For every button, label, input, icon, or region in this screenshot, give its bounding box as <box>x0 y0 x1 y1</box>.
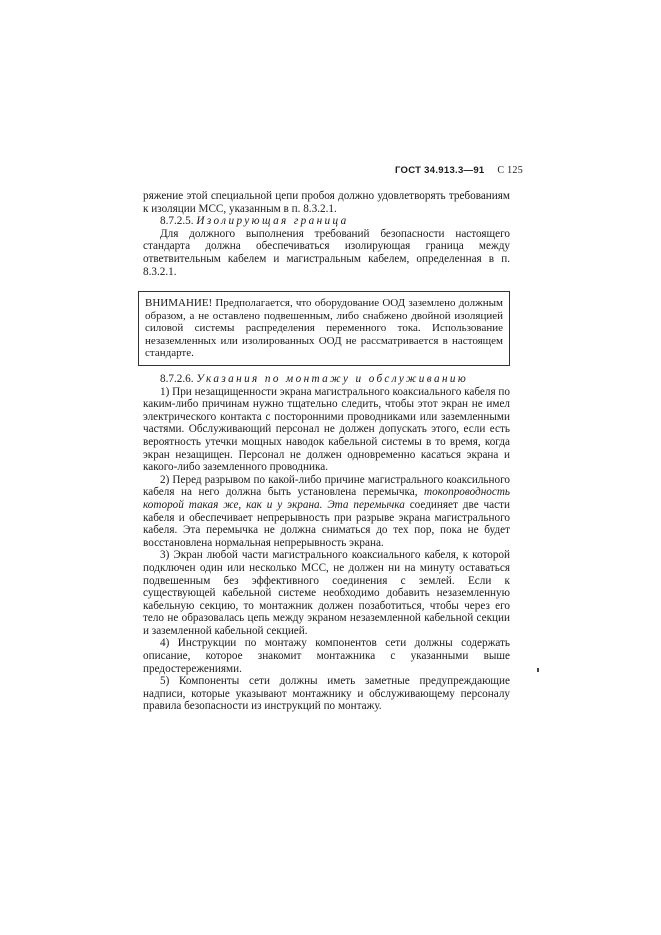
list-item: 5) Компоненты сети должны иметь заметные предупреждающие надписи, которые указывают монтажнику и обслуживающему персоналу правила безопасности из инструкций по монтажу. <box>143 675 510 713</box>
item-text: соединяет две части кабеля и обеспечивает непрерывность при разрыве экрана магистрального кабеля. Эта перемычка не должна сниматься до тех пор, пока не будет восстановлена нормальная непрерывность экрана. <box>143 498 510 549</box>
item-italic-text: токопроводность которой такая же, как и у экрана. Эта перемычка <box>143 486 510 511</box>
section-title: Указания по монтажу и обслуживанию <box>196 373 469 385</box>
continuation-paragraph: ряжение этой специальной цепи пробоя должно удовлетворять требованиям к изоляции МСС, указанным в п. 8.3.2.1. <box>143 190 510 215</box>
section-number: 8.7.2.5. <box>160 215 194 228</box>
section-number: 8.7.2.6. <box>160 373 194 385</box>
list-item <box>143 474 510 550</box>
list-item: 3) Экран любой части магистрального коаксиального кабеля, к которой подключен один или несколько МСС, не должен ни на минуту оставаться подвешенным без эффективного соединения с землей. Если к существующей кабельной системе необходимо добавить незаземленную кабельную секцию, то монтажник должен позаботиться, чтобы через его тело не образовалась цепь между экраном незаземленной кабельной секции и заземленной кабельной секцией. <box>143 549 510 637</box>
margin-mark <box>537 668 539 672</box>
top-text-block <box>143 190 510 278</box>
list-item: 4) Инструкции по монтажу компонентов сети должны содержать описание, которое знакомит монтажника с указанными выше предостережениями. <box>143 637 510 675</box>
standard-number: ГОСТ 34.913.3—91 <box>394 165 485 176</box>
warning-notice-text: ВНИМАНИЕ! Предполагается, что оборудование ООД заземлено должным образом, а не оставлено подвешенным, либо снабжено двойной изоляцией силовой системы распределения переменного тока. Использование незаземленных или изолированных ООД не рассматривается в настоящем стандарте. <box>145 297 503 360</box>
section-heading-8726 <box>143 373 510 386</box>
section-heading-8725 <box>143 215 510 228</box>
item-text: 2) Перед разрывом по какой-либо причине магистрального коаксильного кабеля на него должна быть установлена перемычка, <box>143 473 510 499</box>
isolation-paragraph: Для должного выполнения требований безопасности настоящего стандарта должна обеспечиваться изолирующая граница между ответвительным кабелем и магистральным кабелем, определенная в п. 8.3.2.1. <box>143 227 510 278</box>
running-header <box>395 165 523 176</box>
page-number: С 125 <box>497 165 523 176</box>
list-item: 1) При незащищенности экрана магистрального коаксиального кабеля по каким-либо причинам нужно тщательно следить, чтобы этот экран не имел электрического контакта с посторонними проводниками или заземленными частями. Обслуживающий персонал не должен допускать этого, если есть вероятность утечки мощных наводок кабельной системы в то время, когда экран незащищен. Персонал не должен одновременно касаться экрана и какого-либо заземленного проводника. <box>143 385 510 474</box>
warning-notice-box <box>138 291 510 366</box>
installation-section <box>143 373 510 713</box>
section-title: Изолирующая граница <box>196 215 349 228</box>
